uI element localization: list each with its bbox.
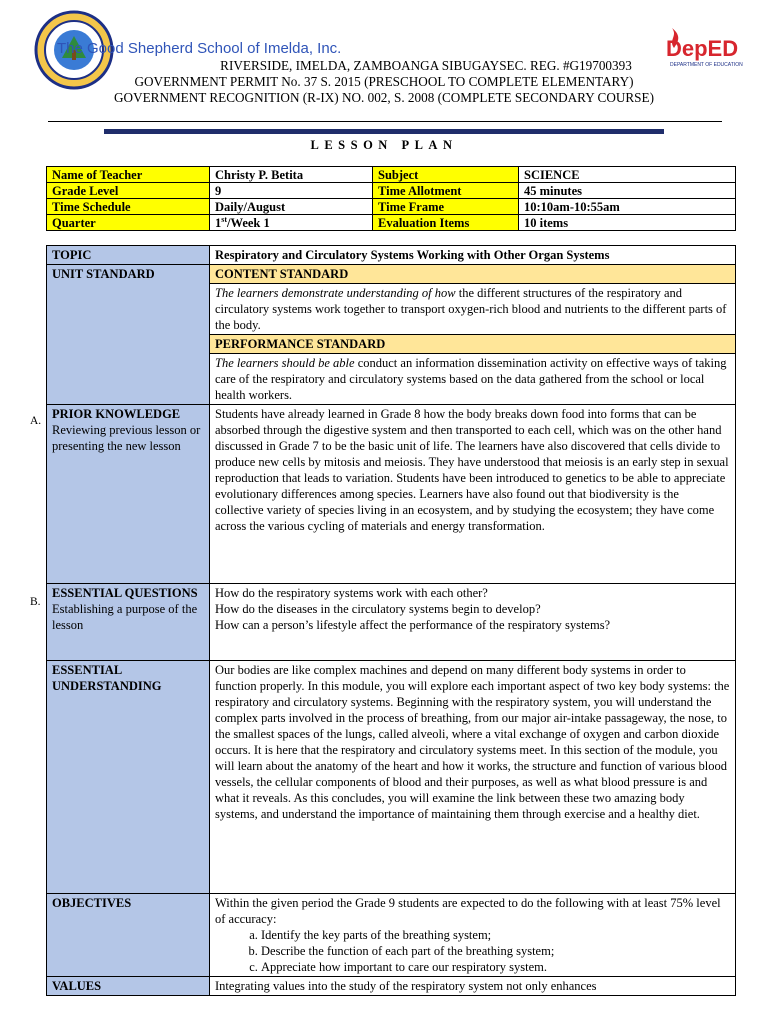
school-name: The Good Shepherd School of Imelda, Inc. [57,40,342,57]
time-frame-label: Time Frame [373,199,519,215]
grade-value: 9 [210,183,373,199]
header-divider-thin [48,121,722,122]
essential-understanding-text: Our bodies are like complex machines and depend on many different body systems in order to function properly. In this module, you will explore each important aspect of two key body systems: the respiratory and circulatory systems. Beginning with the respiratory system, you will understand the complex parts involved in the process of breathing, from our major air-intake passageway, the nose, to the smallest spaces of the lungs, called alveoli, where a vital exchange of oxygen and carbon dioxide occurs. It is here that the respiratory and circulatory systems meet. In this section of the module, you will learn about the anatomy of the heart and how it works, the structure and function of various blood vessels, the cellular components of blood and their purposes, as well as what blood pressure is and what it reveals. As this concludes, you will examine the link between these two amazing body systems, and understand the importance of maintaining them through exercise and a healthy diet. [210,661,736,894]
essential-questions-text [210,584,736,661]
performance-standard-italic: The learners should be able [215,356,355,370]
deped-logo-text: DepED [666,36,739,61]
quarter-value [210,215,373,231]
evaluation-items-label: Evaluation Items [373,215,519,231]
section-letter-b: B. [30,596,41,608]
topic-value: Respiratory and Circulatory Systems Working with Other Organ Systems [210,246,736,265]
school-address: RIVERSIDE, IMELDA, ZAMBOANGA SIBUGAYSEC. REG. #G19700393 [220,58,632,73]
prior-knowledge-text: Students have already learned in Grade 8 how the body breaks down food into forms that can be absorbed through the digestive system and then transported to each cell, which was on the other hand discussed in Grade 7 to be the basic unit of life. The learners have also discovered that cells divide to produce new cells by mitosis and meiosis. They have understood that meiosis is an early step in sexual reproduction that leads to variation. Students have been introduced to genetics to be able to appreciate evolutionary differences among species. Learners have also found out that biodiversity is the collective variety of species living in an ecosystem, and by studying the ecosystem; they have come across the various cycling of materials and energy transformation. [210,405,736,584]
prior-knowledge-cell [47,405,210,584]
quarter-suffix: st [221,214,228,224]
essential-questions-sublabel: Establishing a purpose of the lesson [52,602,198,632]
objectives-list [215,927,730,975]
content-standard-label: CONTENT STANDARD [210,265,736,284]
prior-knowledge-label: PRIOR KNOWLEDGE [52,407,181,421]
essential-understanding-label: ESSENTIAL UNDERSTANDING [47,661,210,894]
deped-logo-subtext: DEPARTMENT OF EDUCATION [670,62,743,68]
values-text: Integrating values into the study of the respiratory system not only enhances [210,977,736,996]
objective-item: b. Describe the function of each part of the breathing system; [261,943,730,959]
time-frame-value: 10:10am-10:55am [519,199,736,215]
section-letter-a: A. [30,415,42,427]
topic-label: TOPIC [47,246,210,265]
essential-questions-label: ESSENTIAL QUESTIONS [52,586,198,600]
time-allotment-value: 45 minutes [519,183,736,199]
performance-standard-text [210,354,736,405]
subject-label: Subject [373,167,519,183]
content-standard-text [210,284,736,335]
lesson-plan-table [46,245,736,996]
quarter-number: 1 [215,215,222,230]
essential-questions-cell [47,584,210,661]
time-schedule-value: Daily/August [210,199,373,215]
essential-question-1: How do the respiratory systems work with each other? [215,586,488,600]
evaluation-items-value: 10 items [519,215,736,231]
quarter-label: Quarter [47,215,210,231]
objectives-label: OBJECTIVES [47,894,210,977]
lesson-info-table [46,166,736,231]
government-permit: GOVERNMENT PERMIT No. 37 S. 2015 (PRESCHOOL TO COMPLETE ELEMENTARY) [134,74,634,89]
objectives-intro: Within the given period the Grade 9 students are expected to do the following with at least 75% level of accuracy: [215,896,721,926]
document-title: LESSON PLAN [310,138,458,152]
content-standard-rest: the different structures of the respiratory and circulatory systems work together to transport oxygen-rich blood and nutrients to the different parts of the body. [215,286,727,332]
time-allotment-label: Time Allotment [373,183,519,199]
teacher-value: Christy P. Betita [210,167,373,183]
quarter-week: /Week 1 [227,215,270,230]
government-recognition: GOVERNMENT RECOGNITION (R-IX) NO. 002, S. 2008 (COMPLETE SECONDARY COURSE) [114,90,654,105]
objectives-cell [210,894,736,977]
grade-label: Grade Level [47,183,210,199]
objective-item: a. Identify the key parts of the breathing system; [261,927,730,943]
performance-standard-label: PERFORMANCE STANDARD [210,335,736,354]
subject-value: SCIENCE [519,167,736,183]
teacher-label: Name of Teacher [47,167,210,183]
essential-question-3: How can a person’s lifestyle affect the performance of the respiratory systems? [215,618,611,632]
header-divider-thick [104,129,664,134]
values-label: VALUES [47,977,210,996]
essential-question-2: How do the diseases in the circulatory systems begin to develop? [215,602,541,616]
objective-item: c. Appreciate how important to care our respiratory system. [261,959,730,975]
content-standard-italic: The learners demonstrate understanding of how [215,286,456,300]
unit-standard-label: UNIT STANDARD [47,265,210,405]
performance-standard-rest: conduct an information dissemination activity on effective ways of taking care of the respiratory and circulatory systems based on the data gathered from the school or local health workers. [215,356,727,402]
prior-knowledge-sublabel: Reviewing previous lesson or presenting the new lesson [52,423,201,453]
time-schedule-label: Time Schedule [47,199,210,215]
